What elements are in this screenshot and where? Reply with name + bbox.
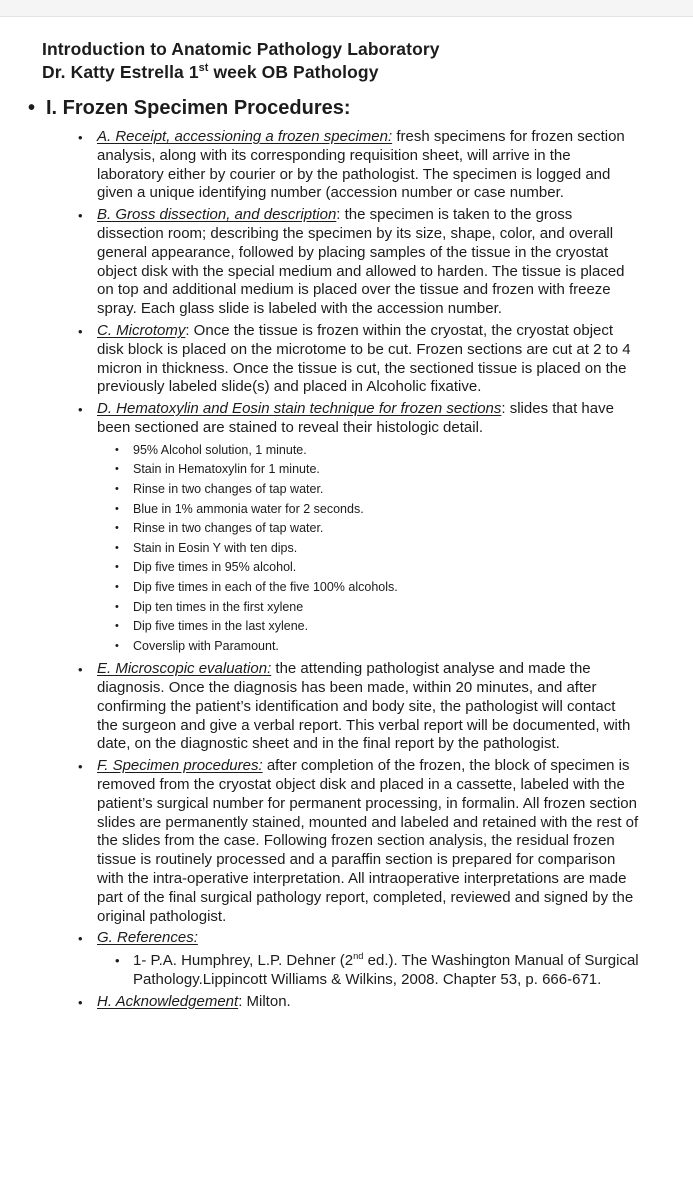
bullet-icon: • xyxy=(115,561,119,574)
section-gross-dissection xyxy=(78,206,640,319)
stain-steps-list xyxy=(42,441,640,657)
reference-entry xyxy=(115,952,640,990)
bullet-icon: • xyxy=(115,522,119,535)
section-heading: H. Acknowledgement xyxy=(97,992,239,1010)
bullet-icon: • xyxy=(115,953,120,969)
stain-step-label: Dip ten times in the first xylene xyxy=(133,599,304,614)
stain-step xyxy=(115,539,640,559)
section-text xyxy=(97,400,640,438)
bullet-icon: • xyxy=(115,600,119,613)
page-title xyxy=(42,38,640,84)
stain-step xyxy=(115,558,640,578)
bullet-icon: • xyxy=(115,443,119,456)
stain-step-label: Stain in Eosin Y with ten dips. xyxy=(133,540,298,555)
section-text xyxy=(97,206,640,319)
section-heading: G. References: xyxy=(97,929,198,947)
section-body: after completion of the frozen, the block of specimen is removed from the cryostat object disk and placed in a cassette, labeled with the patient’s surgical number for permanent processing, in formalin. All frozen section slides are permanently stained, mounted and labeled and retained with the rest of the slides from the case. Following frozen section analysis, the residual frozen tissue is routinely processed and a paraffin section is prepared for comparison with the intra-operative interpretation. All intraoperative interpretations are made part of the final surgical pathology report, completed, reviewed and signed by the original pathologist. xyxy=(97,757,639,925)
stain-step-label: Dip five times in each of the five 100% alcohols. xyxy=(133,579,398,594)
stain-step-label: 95% Alcohol solution, 1 minute. xyxy=(133,442,307,457)
stain-step-label: Dip five times in the last xylene. xyxy=(133,619,309,634)
bullet-icon: • xyxy=(78,323,83,339)
stain-step xyxy=(115,598,640,618)
title-line-2: Dr. Katty Estrella 1st week OB Pathology xyxy=(42,62,379,82)
bullet-icon: • xyxy=(78,130,83,145)
stain-step-label: Rinse in two changes of tap water. xyxy=(133,521,324,536)
stain-step xyxy=(115,441,640,461)
section-body: the attending pathologist analyse and made the diagnosis. Once the diagnosis has been made, within 20 minutes, and after confirming the patient’s identification and body site, the pathologist will contact the surgeon and give a verbal report. This verbal report will be documented, with date, on the diagnostic sheet and in the final report by the pathologist. xyxy=(97,660,631,753)
superscript-nd: nd xyxy=(353,951,364,962)
stain-step xyxy=(115,500,640,520)
bullet-icon: • xyxy=(115,639,119,652)
reference-text: 1- P.A. Humphrey, L.P. Dehner (2nd ed.). The Washington Manual of Surgical Pathology.Lippincott Williams & Wilkins, 2008. Chapter 53, p. 666-671. xyxy=(133,951,639,989)
section-heading: B. Gross dissection, and description xyxy=(97,206,337,224)
main-heading-frozen-specimen-procedures xyxy=(28,95,640,121)
section-text xyxy=(97,929,640,949)
stain-step xyxy=(115,637,640,657)
section-heading: D. Hematoxylin and Eosin stain technique for frozen sections xyxy=(97,400,502,418)
bullet-icon: • xyxy=(115,482,119,495)
title-line-1: Introduction to Anatomic Pathology Laboratory xyxy=(42,39,440,59)
section-heading: A. Receipt, accessioning a frozen specimen: xyxy=(97,128,393,145)
bullet-icon: • xyxy=(28,97,36,119)
section-text xyxy=(97,128,640,203)
section-heading: E. Microscopic evaluation: xyxy=(97,660,272,678)
bullet-icon: • xyxy=(115,463,119,476)
section-text xyxy=(97,322,640,397)
bullet-icon: • xyxy=(78,662,83,678)
stain-step xyxy=(115,460,640,480)
section-body: : Once the tissue is frozen within the cryostat, the cryostat object disk block is placed on the microtome to be cut. Frozen sections are cut at 2 to 4 micron in thickness. Once the tissue is cut, the sectioned tissue is placed on the previously labeled slide(s) and placed in Alcoholic fixative. xyxy=(97,321,631,396)
stain-step-label: Coverslip with Paramount. xyxy=(133,638,279,653)
document-page xyxy=(0,17,693,1036)
stain-step xyxy=(115,519,640,539)
section-text xyxy=(97,993,640,1013)
stain-step-label: Blue in 1% ammonia water for 2 seconds. xyxy=(133,501,364,516)
superscript-st: st xyxy=(198,62,209,75)
section-references xyxy=(78,929,640,949)
section-microscopic-evaluation xyxy=(78,660,640,754)
stain-step xyxy=(115,480,640,500)
stain-step xyxy=(115,617,640,637)
section-body: : Milton. xyxy=(238,992,291,1010)
section-hematoxylin-eosin-stain xyxy=(78,400,640,438)
section-specimen-procedures xyxy=(78,757,640,926)
section-body: : slides that have been sectioned are stained to reveal their histologic detail. xyxy=(97,400,614,436)
bullet-icon: • xyxy=(78,759,83,775)
section-receipt-accessioning xyxy=(78,128,640,203)
stain-step-label: Rinse in two changes of tap water. xyxy=(133,481,324,496)
section-microtomy xyxy=(78,322,640,397)
bullet-icon: • xyxy=(78,931,83,947)
bullet-icon: • xyxy=(115,541,119,554)
bullet-icon: • xyxy=(115,620,119,633)
main-heading-label: I. Frozen Specimen Procedures: xyxy=(46,97,351,119)
bullet-icon: • xyxy=(78,208,83,224)
section-heading: F. Specimen procedures: xyxy=(97,757,263,775)
section-heading: C. Microtomy xyxy=(97,321,186,339)
stain-step xyxy=(115,578,640,598)
section-acknowledgement xyxy=(78,993,640,1013)
bullet-icon: • xyxy=(115,502,119,515)
section-body: fresh specimens for frozen section analysis, along with its corresponding requisition sheet, will arrive in the laboratory either by courier or by the pathologist. The specimen is logged and given a unique identifying number (accession number or case number. xyxy=(97,128,625,202)
page-top-margin xyxy=(0,0,693,17)
bullet-icon: • xyxy=(115,580,119,593)
section-body: : the specimen is taken to the gross dissection room; describing the specimen by its size, shape, color, and overall general appearance, followed by placing samples of the tissue in the cryostat object disk with the special medium and allowed to harden. The tissue is placed on top and additional medium is placed over the tissue and frozen with freeze spray. Each glass slide is labeled with the accession number. xyxy=(97,206,625,318)
section-text xyxy=(97,757,640,926)
stain-step-label: Stain in Hematoxylin for 1 minute. xyxy=(133,462,320,477)
stain-step-label: Dip five times in 95% alcohol. xyxy=(133,560,297,575)
bullet-icon: • xyxy=(78,994,83,1010)
bullet-icon: • xyxy=(78,402,83,418)
section-text xyxy=(97,660,640,754)
